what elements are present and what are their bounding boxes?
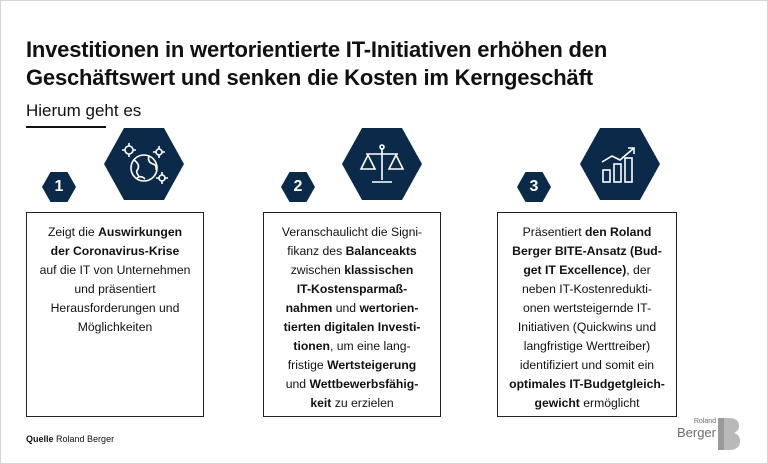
description-text: Möglichkeiten (77, 320, 153, 334)
number-1: 1 (54, 178, 64, 195)
number-2: 2 (293, 178, 303, 195)
description-text: nahmen (285, 301, 333, 315)
description-box-3 (497, 212, 677, 417)
description-text: neben IT-Kostenredukti- (521, 282, 653, 296)
title-line-2: Geschäftswert und senken die Kosten im Kerngeschäft (26, 65, 593, 90)
subtitle-underline (26, 126, 106, 128)
description-text: fristige (287, 358, 328, 372)
description-text: wertorien- (359, 301, 419, 315)
scales-icon (342, 128, 422, 200)
description-text: keit (310, 396, 332, 410)
description-text: Wertsteigerung (327, 358, 417, 372)
description-text: und (332, 301, 360, 315)
description-text: , um eine lang- (329, 339, 411, 353)
description-text: und präsentiert (74, 282, 156, 296)
description-text: tionen (293, 339, 330, 353)
brand-logo-icon (716, 416, 742, 452)
description-text: Auswirkungen (98, 225, 183, 239)
description-text: onen wertsteigernde IT- (522, 301, 652, 315)
description-text: identifiziert und somit ein (519, 358, 655, 372)
section-subtitle: Hierum geht es (26, 101, 142, 120)
description-text: IT-Kostensparmaß- (296, 282, 408, 296)
description-text: fikanz des (287, 244, 346, 258)
description-text: Berger BITE-Ansatz (Bud- (512, 244, 662, 258)
title-line-1: Investitionen in wertorientierte IT-Initiativen erhöhen den (26, 37, 608, 62)
description-text: Präsentiert (522, 225, 585, 239)
description-text: optimales IT-Budgetgleich- (509, 377, 665, 391)
source-value: Roland Berger (56, 434, 115, 444)
description-text: Initiativen (Quickwins und (517, 320, 657, 334)
description-text: den Roland (584, 225, 652, 239)
description-text: der Coronavirus-Krise (50, 244, 180, 258)
description-text: zu erzielen (331, 396, 394, 410)
source-note (26, 434, 114, 444)
description-text: auf die IT von Unternehmen (39, 263, 191, 277)
description-text: Herausforderungen und (50, 301, 180, 315)
description-box-1 (26, 212, 204, 417)
description-text: Veranschaulicht die Signi- (281, 225, 423, 239)
description-text: , der (626, 263, 651, 277)
description-text: langfristige Werttreiber) (523, 339, 651, 353)
page-title (26, 36, 746, 92)
description-text: klassischen (344, 263, 414, 277)
description-box-2 (263, 212, 441, 417)
logo-small-text: Roland (693, 418, 716, 425)
description-text: Zeigt die (47, 225, 99, 239)
description-text: get IT Excellence) (523, 263, 627, 277)
description-text: zwischen (290, 263, 345, 277)
brand-logo-text (668, 418, 716, 440)
source-label: Quelle (26, 434, 54, 444)
growth-chart-icon (580, 128, 660, 200)
description-text: Balanceakts (345, 244, 417, 258)
description-text: und (285, 377, 310, 391)
globe-virus-icon (104, 128, 184, 200)
description-text: ermöglicht (579, 396, 640, 410)
logo-main-text: Berger (676, 425, 716, 440)
description-text: gewicht (534, 396, 580, 410)
description-text: Wettbewerbsfähig- (309, 377, 419, 391)
number-3: 3 (529, 178, 539, 195)
description-text: tierten digitalen Investi- (283, 320, 421, 334)
